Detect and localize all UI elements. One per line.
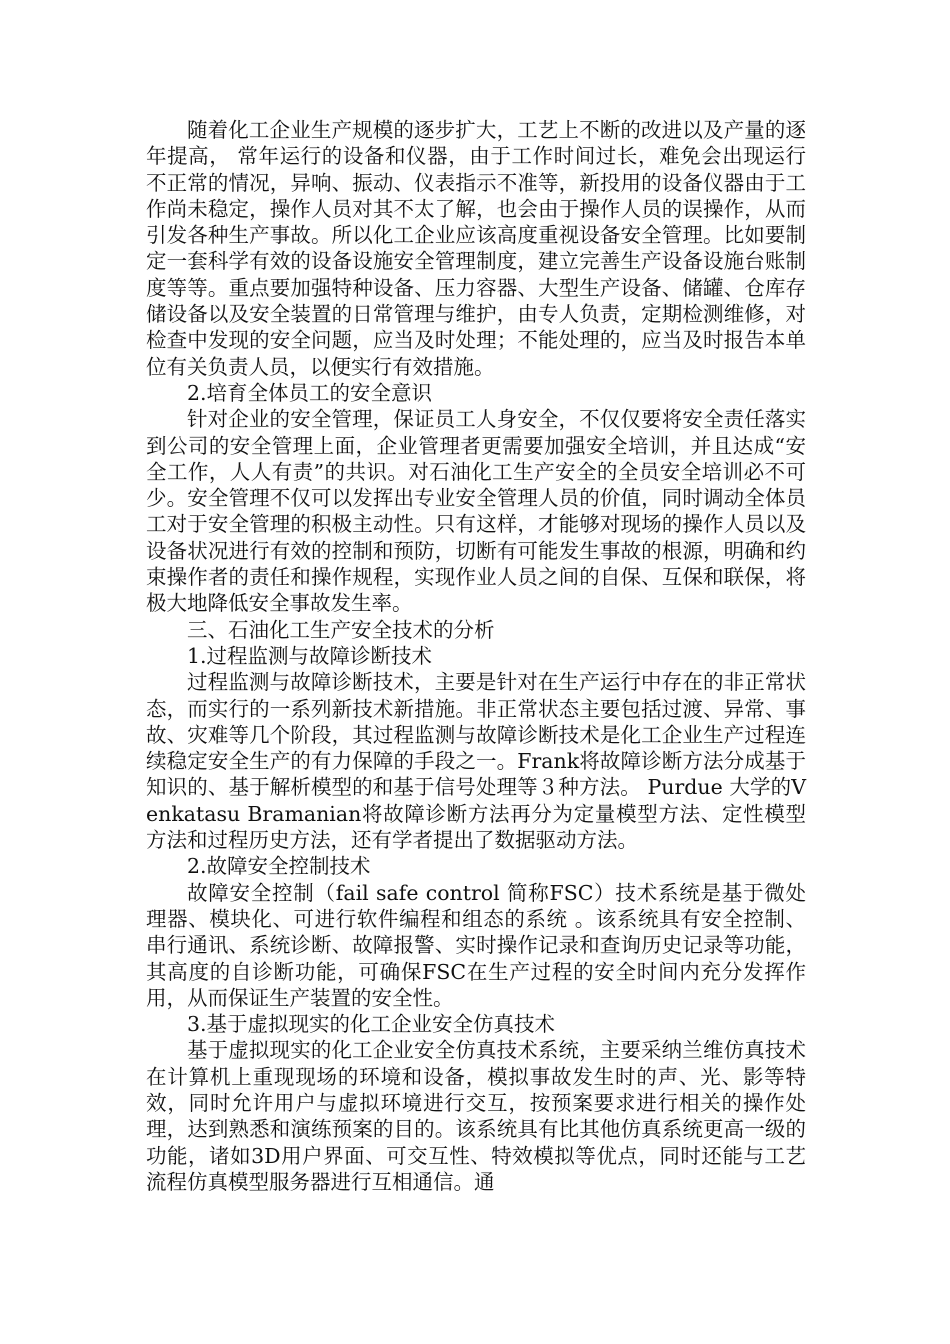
heading-cultivate-safety-awareness: 2.培育全体员工的安全意识 [187, 380, 433, 405]
document-body [146, 117, 806, 1195]
paragraph-equipment-safety: 随着化工企业生产规模的逐步扩大，工艺上不断的改进以及产量的逐年提高， 常年运行的设备和仪器，由于工作时间过长，难免会出现运行不正常的情况，异响、振动、仪表指示不准等，新投用的设备仪器由于工作尚未稳定，操作人员对其不太了解，也会由于操作人员的误操作，从而引发各种生产事故。所以化工企业应该高度重视设备安全管理。比如要制定一套科学有效的设备设施安全管理制度，建立完善生产设备设施台账制度等等。重点要加强特种设备、压力容器、大型生产设备、储罐、仓库存储设备以及安全装置的日常管理与维护，由专人负责，定期检测维修，对检查中发现的安全问题，应当及时处理；不能处理的，应当及时报告本单位有关负责人员，以便实行有效措施。 [146, 118, 806, 379]
heading-fail-safe-control: 2.故障安全控制技术 [187, 854, 371, 879]
heading-section-three: 三、石油化工生产安全技术的分析 [187, 617, 495, 642]
paragraph-safety-training: 针对企业的安全管理，保证员工人身安全，不仅仅要将安全责任落实到公司的安全管理上面，企业管理者更需要加强安全培训，并且达成“安全工作，人人有责”的共识。对石油化工生产安全的全员安全培训必不可少。安全管理不仅可以发挥出专业安全管理人员的价值，同时调动全体员工对于安全管理的积极主动性。只有这样，才能够对现场的操作人员以及设备状况进行有效的控制和预防，切断有可能发生事故的根源，明确和约束操作者的责任和操作规程，实现作业人员之间的自保、互保和联保，将极大地降低安全事故发生率。 [146, 407, 806, 616]
paragraph-fail-safe-control: 故障安全控制（fail safe control 简称FSC）技术系统是基于微处理器、模块化、可进行软件编程和组态的系统 。该系统具有安全控制、串行通讯、系统诊断、故障报警、实时操作记录和查询历史记录等功能，其高度的自诊断功能，可确保FSC在生产过程的安全时间内充分发挥作用，从而保证生产装置的安全性。 [146, 880, 806, 1010]
paragraph-process-monitoring: 过程监测与故障诊断技术，主要是针对在生产运行中存在的非正常状态，而实行的一系列新技术新措施。非正常状态主要包括过渡、异常、事故、灾难等几个阶段，其过程监测与故障诊断技术是化工企业生产过程连续稳定安全生产的有力保障的手段之一。Frank将故障诊断方法分成基于知识的、基于解析模型的和基于信号处理等３种方法。 Purdue 大学的Venkatasu Bramanian将故障诊断方法再分为定量模型方法、定性模型方法和过程历史方法，还有学者提出了数据驱动方法。 [146, 670, 806, 853]
paragraph-virtual-reality-simulation: 基于虚拟现实的化工企业安全仿真技术系统，主要采纳兰维仿真技术在计算机上重现现场的环境和设备，模拟事故发生时的声、光、影等特效，同时允许用户与虚拟环境进行交互，按预案要求进行相关的操作处理，达到熟悉和演练预案的目的。该系统具有比其他仿真系统更高一级的功能，诸如3D用户界面、可交互性、特效模拟等优点，同时还能与工艺流程仿真模型服务器进行互相通信。通 [146, 1038, 806, 1194]
heading-process-monitoring: 1.过程监测与故障诊断技术 [187, 643, 433, 668]
heading-virtual-reality-simulation: 3.基于虚拟现实的化工企业安全仿真技术 [187, 1012, 556, 1037]
